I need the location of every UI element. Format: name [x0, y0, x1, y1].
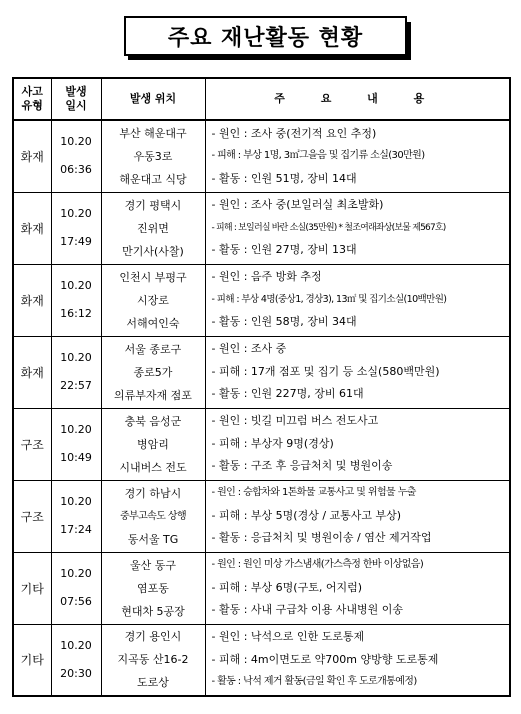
incident-datetime: 10.20 22:57 [51, 336, 101, 408]
table-row [13, 408, 510, 480]
damage-line: - 피해 : 부상 4명(중상1, 경상3), 13㎡ 및 집기소실(10백만원) [211, 293, 447, 305]
incident-datetime: 10.20 17:49 [51, 192, 101, 264]
cause-line: - 원인 : 조사 중(전기적 요인 추정) [211, 126, 377, 140]
activity-line: - 활동 : 낙석 제거 활동(금일 확인 후 도로개통예정) [211, 676, 417, 687]
damage-line: - 피해 : 부상 1명, 3㎡그을음 및 집기류 소실(30만원) [211, 150, 425, 161]
activity-line: - 활동 : 구조 후 응급처치 및 병원이송 [211, 459, 393, 473]
damage-line: - 피해 : 부상자 9명(경상) [211, 436, 334, 450]
table-row [13, 480, 510, 552]
page-title [124, 16, 407, 56]
incident-location: 울산 동구 염포동 현대차 5공장 [101, 552, 205, 624]
incident-type: 화재 [13, 336, 51, 408]
incident-location: 서울 종로구 종로5가 의류부자재 점포 [101, 336, 205, 408]
incident-content [205, 408, 510, 480]
table-row [13, 552, 510, 624]
incident-content [205, 336, 510, 408]
incident-content [205, 552, 510, 624]
incident-location: 경기 용인시 지곡동 산16-2 도로상 [101, 624, 205, 696]
table-header-row [13, 78, 510, 120]
incident-location: 경기 평택시 진위면 만기사(사찰) [101, 192, 205, 264]
disaster-activity-table [12, 77, 511, 697]
incident-location: 인천시 부평구 시장로 서해여인숙 [101, 264, 205, 336]
incident-datetime: 10.20 10:49 [51, 408, 101, 480]
table-row [13, 336, 510, 408]
table-row [13, 120, 510, 192]
incident-location: 충북 음성군 병암리 시내버스 전도 [101, 408, 205, 480]
cause-line: - 원인 : 조사 중(보일러실 최초발화) [211, 198, 384, 212]
cause-line: - 원인 : 낙석으로 인한 도로통제 [211, 630, 365, 643]
damage-line: - 피해 : 부상 6명(구토, 어지럼) [211, 580, 362, 594]
activity-line: - 활동 : 인원 51명, 장비 14대 [211, 171, 357, 185]
incident-content [205, 120, 510, 192]
damage-line: - 피해 : 부상 5명(경상 / 교통사고 부상) [211, 508, 402, 522]
incident-type: 기타 [13, 552, 51, 624]
incident-content [205, 624, 510, 696]
activity-line: - 활동 : 인원 58명, 장비 34대 [211, 315, 357, 329]
incident-type: 화재 [13, 192, 51, 264]
damage-line: - 피해 : 보일러실 바란 소실(35만원) * 철조여래좌상(보물 제567호) [211, 222, 446, 233]
table-row [13, 192, 510, 264]
cause-line: - 원인 : 조사 중 [211, 342, 287, 356]
damage-line: - 피해 : 17개 점포 및 집기 등 소실(580백만원) [211, 364, 440, 378]
activity-line: - 활동 : 응급처치 및 병원이송 / 염산 제거작업 [211, 531, 432, 545]
header-location: 발생 위치 [101, 78, 205, 120]
incident-content [205, 264, 510, 336]
incident-datetime: 10.20 06:36 [51, 120, 101, 192]
activity-line: - 활동 : 인원 27명, 장비 13대 [211, 243, 357, 257]
cause-line: - 원인 : 음주 방화 추정 [211, 270, 322, 284]
table-row [13, 264, 510, 336]
incident-type: 기타 [13, 624, 51, 696]
activity-line: - 활동 : 인원 227명, 장비 61대 [211, 387, 364, 401]
incident-content [205, 480, 510, 552]
header-datetime: 발생 일시 [51, 78, 101, 120]
cause-line: - 원인 : 원인 미상 가스냄새(가스측정 한바 이상없음) [211, 559, 424, 571]
incident-content [205, 192, 510, 264]
activity-line: - 활동 : 사내 구급차 이용 사내병원 이송 [211, 603, 404, 617]
damage-line: - 피해 : 4m이면도로 약700m 양방향 도로통제 [211, 652, 439, 666]
header-content: 주 요 내 용 [205, 78, 510, 120]
cause-line: - 원인 : 승합차와 1톤화물 교통사고 및 위험물 누출 [211, 487, 416, 499]
incident-type: 화재 [13, 264, 51, 336]
incident-type: 구조 [13, 408, 51, 480]
incident-datetime: 10.20 17:24 [51, 480, 101, 552]
incident-location: 경기 하남시 중부고속도 상행 동서울 TG [101, 480, 205, 552]
incident-type: 화재 [13, 120, 51, 192]
incident-datetime: 10.20 20:30 [51, 624, 101, 696]
table-row [13, 624, 510, 696]
incident-datetime: 10.20 16:12 [51, 264, 101, 336]
header-type: 사고 유형 [13, 78, 51, 120]
incident-location: 부산 해운대구 우동3로 해운대고 식당 [101, 120, 205, 192]
page-title-text: 주요 재난활동 현황 [167, 25, 364, 51]
incident-type: 구조 [13, 480, 51, 552]
cause-line: - 원인 : 빗길 미끄럼 버스 전도사고 [211, 414, 379, 428]
incident-datetime: 10.20 07:56 [51, 552, 101, 624]
